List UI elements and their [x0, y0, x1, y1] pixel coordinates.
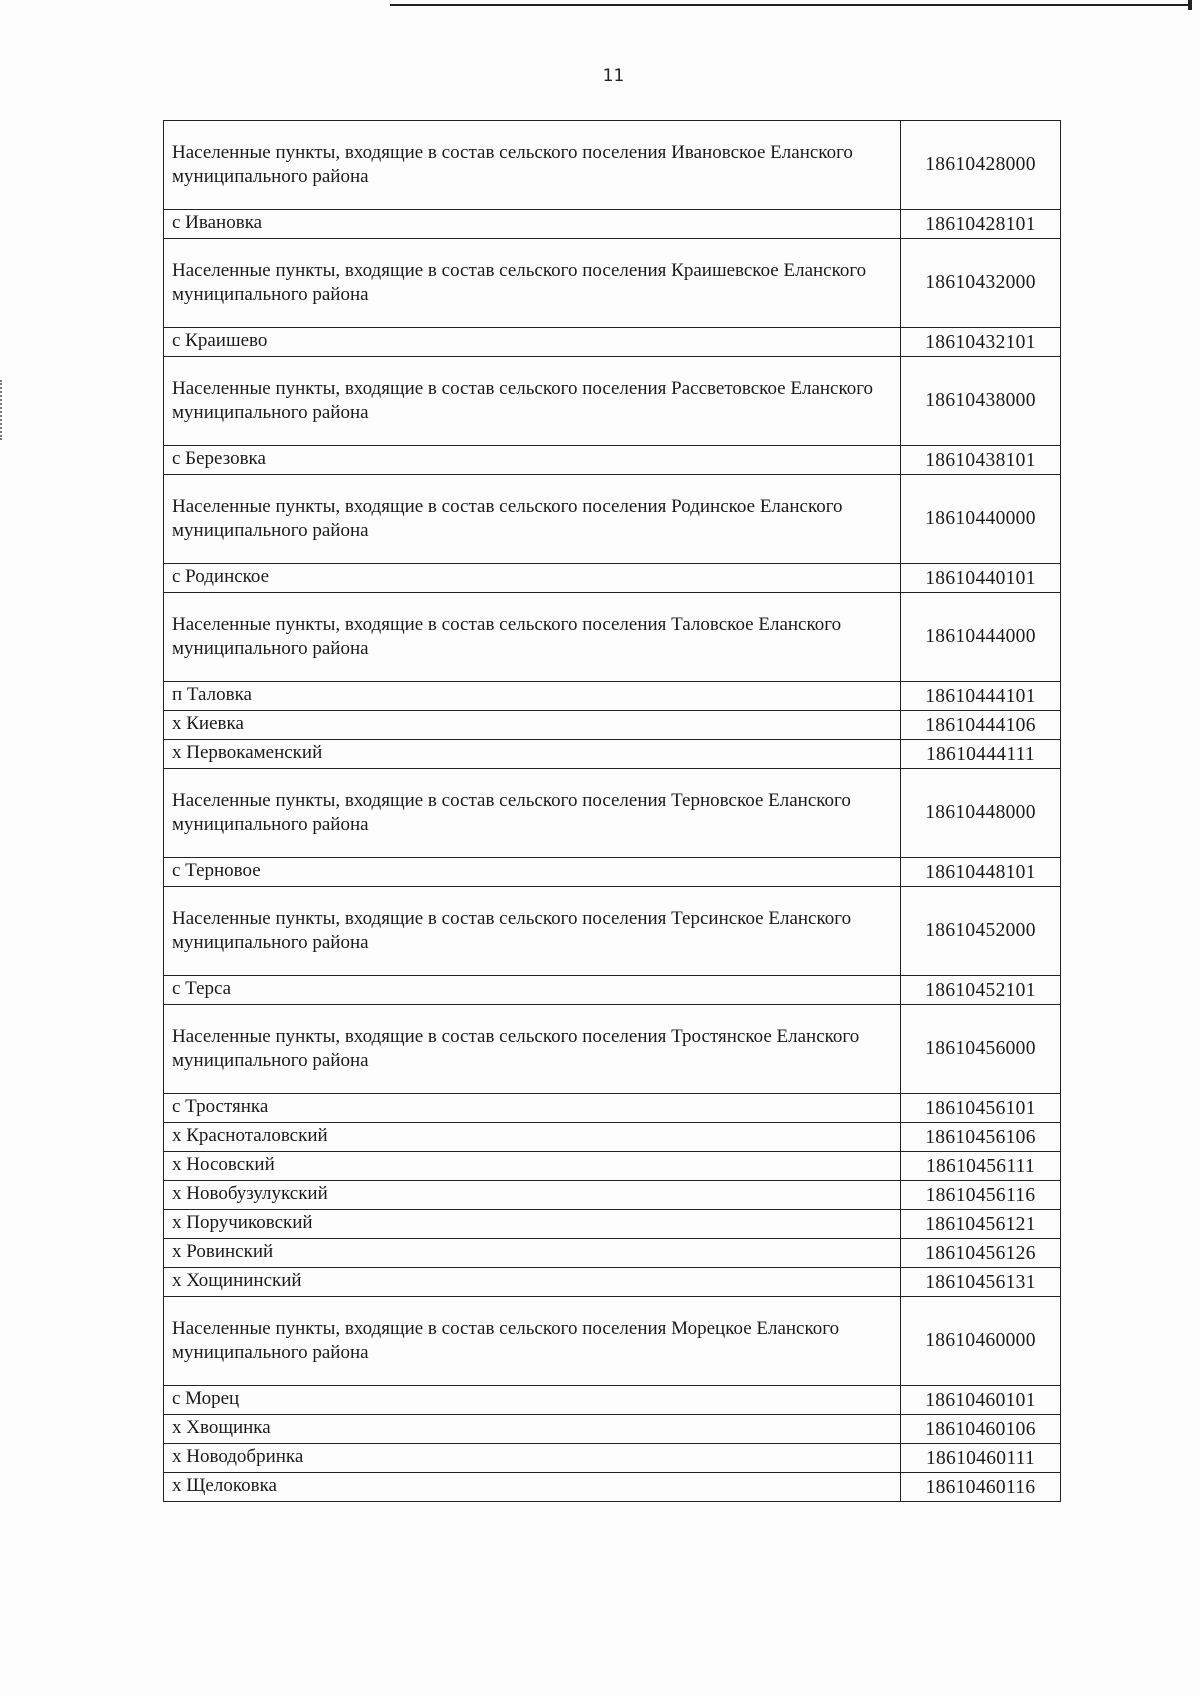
oktmo-code-cell: 18610432101: [901, 328, 1061, 357]
settlement-row: [164, 1386, 1061, 1415]
oktmo-code-cell: 18610460116: [901, 1473, 1061, 1502]
group-name-cell: Населенные пункты, входящие в состав сельского поселения Краишевское Еланского муниципального района: [164, 239, 901, 328]
settlement-name-cell: с Родинское: [164, 564, 901, 593]
group-name-cell: Населенные пункты, входящие в состав сельского поселения Ивановское Еланского муниципального района: [164, 121, 901, 210]
group-name-cell: Населенные пункты, входящие в состав сельского поселения Рассветовское Еланского муниципального района: [164, 357, 901, 446]
settlement-group-row: [164, 121, 1061, 210]
settlement-name-cell: х Поручиковский: [164, 1210, 901, 1239]
settlement-row: [164, 564, 1061, 593]
settlement-row: [164, 210, 1061, 239]
group-name-cell: Населенные пункты, входящие в состав сельского поселения Таловское Еланского муниципального района: [164, 593, 901, 682]
settlement-row: [164, 858, 1061, 887]
oktmo-code-cell: 18610448000: [901, 769, 1061, 858]
oktmo-code-cell: 18610444106: [901, 711, 1061, 740]
oktmo-code-cell: 18610438000: [901, 357, 1061, 446]
settlement-name-cell: х Ровинский: [164, 1239, 901, 1268]
oktmo-code-cell: 18610456106: [901, 1123, 1061, 1152]
settlement-row: [164, 682, 1061, 711]
oktmo-code-cell: 18610448101: [901, 858, 1061, 887]
settlement-group-row: [164, 1297, 1061, 1386]
settlement-group-row: [164, 593, 1061, 682]
settlements-code-table: [163, 120, 1061, 1502]
group-name-cell: Населенные пункты, входящие в состав сельского поселения Терсинское Еланского муниципального района: [164, 887, 901, 976]
group-name-cell: Населенные пункты, входящие в состав сельского поселения Терновское Еланского муниципального района: [164, 769, 901, 858]
oktmo-code-cell: 18610452000: [901, 887, 1061, 976]
settlement-name-cell: с Терновое: [164, 858, 901, 887]
settlement-row: [164, 1415, 1061, 1444]
oktmo-code-cell: 18610444111: [901, 740, 1061, 769]
group-name-cell: Населенные пункты, входящие в состав сельского поселения Родинское Еланского муниципального района: [164, 475, 901, 564]
settlement-row: [164, 328, 1061, 357]
oktmo-code-cell: 18610452101: [901, 976, 1061, 1005]
oktmo-code-cell: 18610460000: [901, 1297, 1061, 1386]
settlement-name-cell: х Киевка: [164, 711, 901, 740]
settlement-row: [164, 1152, 1061, 1181]
settlement-group-row: [164, 239, 1061, 328]
settlement-row: [164, 1094, 1061, 1123]
oktmo-code-cell: 18610440000: [901, 475, 1061, 564]
settlement-name-cell: х Новобузулукский: [164, 1181, 901, 1210]
oktmo-code-cell: 18610460111: [901, 1444, 1061, 1473]
settlement-name-cell: х Красноталовский: [164, 1123, 901, 1152]
settlement-row: [164, 1268, 1061, 1297]
settlement-name-cell: х Носовский: [164, 1152, 901, 1181]
settlement-name-cell: с Ивановка: [164, 210, 901, 239]
settlement-name-cell: с Краишево: [164, 328, 901, 357]
page-number: 11: [602, 66, 625, 86]
settlement-group-row: [164, 1005, 1061, 1094]
settlement-name-cell: х Хощининский: [164, 1268, 901, 1297]
oktmo-code-cell: 18610432000: [901, 239, 1061, 328]
oktmo-code-cell: 18610456121: [901, 1210, 1061, 1239]
settlement-row: [164, 711, 1061, 740]
oktmo-code-cell: 18610456126: [901, 1239, 1061, 1268]
settlement-name-cell: с Морец: [164, 1386, 901, 1415]
group-name-cell: Населенные пункты, входящие в состав сельского поселения Тростянское Еланского муниципального района: [164, 1005, 901, 1094]
settlement-name-cell: с Терса: [164, 976, 901, 1005]
settlement-group-row: [164, 769, 1061, 858]
oktmo-code-cell: 18610456111: [901, 1152, 1061, 1181]
scan-side-mark: [0, 380, 5, 440]
settlement-row: [164, 1473, 1061, 1502]
settlement-name-cell: с Березовка: [164, 446, 901, 475]
oktmo-code-cell: 18610438101: [901, 446, 1061, 475]
settlement-row: [164, 1123, 1061, 1152]
scan-edge-mark-end: [1188, 0, 1192, 10]
settlement-group-row: [164, 475, 1061, 564]
scan-edge-mark: [390, 4, 1190, 6]
settlement-group-row: [164, 887, 1061, 976]
settlement-row: [164, 1239, 1061, 1268]
oktmo-code-cell: 18610456000: [901, 1005, 1061, 1094]
oktmo-code-cell: 18610456116: [901, 1181, 1061, 1210]
settlement-group-row: [164, 357, 1061, 446]
settlement-name-cell: п Таловка: [164, 682, 901, 711]
settlement-name-cell: х Новодобринка: [164, 1444, 901, 1473]
group-name-cell: Населенные пункты, входящие в состав сельского поселения Морецкое Еланского муниципального района: [164, 1297, 901, 1386]
oktmo-code-cell: 18610428101: [901, 210, 1061, 239]
oktmo-code-cell: 18610460101: [901, 1386, 1061, 1415]
settlement-name-cell: с Тростянка: [164, 1094, 901, 1123]
table-body: [164, 121, 1061, 1502]
settlement-row: [164, 1181, 1061, 1210]
oktmo-code-cell: 18610456101: [901, 1094, 1061, 1123]
settlement-row: [164, 446, 1061, 475]
settlement-row: [164, 1210, 1061, 1239]
oktmo-code-cell: 18610428000: [901, 121, 1061, 210]
oktmo-code-cell: 18610456131: [901, 1268, 1061, 1297]
oktmo-code-cell: 18610444000: [901, 593, 1061, 682]
settlement-name-cell: х Щелоковка: [164, 1473, 901, 1502]
settlement-row: [164, 1444, 1061, 1473]
settlement-name-cell: х Первокаменский: [164, 740, 901, 769]
settlement-row: [164, 976, 1061, 1005]
oktmo-code-cell: 18610460106: [901, 1415, 1061, 1444]
settlement-name-cell: х Хвощинка: [164, 1415, 901, 1444]
oktmo-code-cell: 18610444101: [901, 682, 1061, 711]
oktmo-code-cell: 18610440101: [901, 564, 1061, 593]
settlement-row: [164, 740, 1061, 769]
